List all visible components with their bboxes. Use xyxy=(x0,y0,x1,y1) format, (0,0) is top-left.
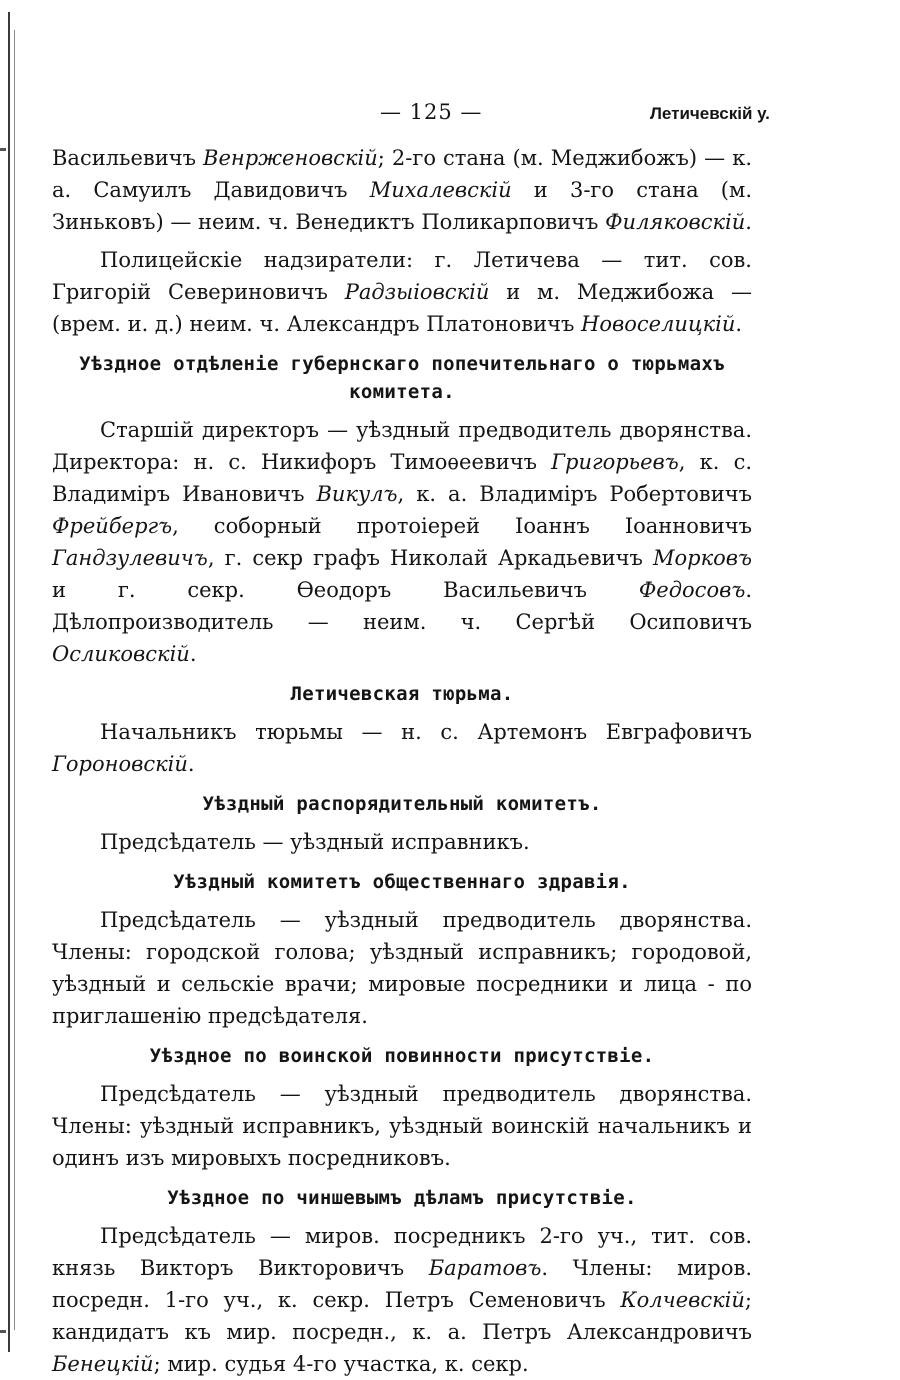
surname: Григорьевъ xyxy=(551,450,679,474)
section-heading-prison: Летичевская тюрьма. xyxy=(290,683,514,705)
surname: Федосовъ xyxy=(638,578,746,602)
section-heading-military-service: Уѣздное по воинской повинности присутствіе. xyxy=(149,1045,655,1067)
paragraph-prison-committee xyxy=(52,414,752,670)
section-heading-administrative-committee: Уѣздный распорядительный комитетъ. xyxy=(202,793,602,815)
surname: Радзыіовскій xyxy=(344,280,490,304)
page-number: — 125 — xyxy=(380,100,483,124)
text-run: Старшій директоръ — уѣздный предводитель дворянства. Директора: н. с. Никифоръ Тимоѳеевичъ xyxy=(52,418,752,474)
running-head: Летичевскій у. xyxy=(650,104,770,123)
text-run: , к. с. Владиміръ Ивановичъ xyxy=(52,450,753,506)
text-run: , к. а. Владиміръ Робертовичъ xyxy=(397,482,752,506)
text-run: . Члены: миров. посредн. 1-го уч., к. секр. Петръ Семеновичъ xyxy=(52,1256,752,1312)
paragraph-military-service: Предсѣдатель — уѣздный предводитель дворянства. Члены: уѣздный исправникъ, уѣздный воинскій начальникъ и одинъ изъ мировыхъ посредниковъ. xyxy=(52,1082,752,1170)
surname: Бенецкій xyxy=(52,1352,154,1376)
surname: Гороновскій xyxy=(52,752,188,776)
text-run: . xyxy=(735,312,743,336)
text-run: Полицейскіе надзиратели: г. Летичева — тит. сов. Григорій Севериновичъ xyxy=(52,248,752,304)
binding-rule xyxy=(8,12,10,1352)
page-body xyxy=(52,142,752,1380)
surname: Гандзулевичъ xyxy=(52,546,208,570)
surname: Колчевскій xyxy=(620,1288,745,1312)
page-header xyxy=(40,100,860,130)
text-run: . xyxy=(187,752,195,776)
paragraph-administrative-committee: Предсѣдатель — уѣздный исправникъ. xyxy=(100,830,530,854)
text-run: . xyxy=(189,642,197,666)
binding-edge xyxy=(0,0,22,1380)
paragraph-health-committee: Предсѣдатель — уѣздный предводитель дворянства. Члены: городской голова; уѣздный исправникъ; городовой, уѣздный и сельскіе врачи; мировые посредники и лица - по приглашенію предсѣдателя. xyxy=(52,908,752,1028)
paragraph-police-supervisors xyxy=(52,244,752,340)
text-run: , г. секр графъ Николай Аркадьевичъ xyxy=(207,546,653,570)
section-heading-prison-committee: Уѣздное отдѣленіе губернскаго попечительнаго о тюрьмахъ комитета. xyxy=(79,353,725,403)
text-run: Предсѣдатель — миров. посредникъ 2-го уч., тит. сов. князь Викторъ Викторовичъ xyxy=(52,1224,752,1280)
text-run: и г. секр. Ѳеодоръ Васильевичъ xyxy=(52,578,639,602)
text-run: ; кандидатъ къ мир. посредн., к. а. Петръ Александровичъ xyxy=(52,1288,752,1344)
surname: Викулъ xyxy=(316,482,398,506)
paragraph-chinsh-affairs xyxy=(52,1220,752,1380)
text-run: ; 2-го стана (м. Меджибожъ) — к. а. Самуилъ Давидовичъ xyxy=(52,146,753,202)
surname: Морковъ xyxy=(653,546,752,570)
paragraph-prison xyxy=(52,716,752,780)
binding-mark xyxy=(0,148,6,151)
text-run: Васильевичъ xyxy=(52,146,204,170)
paragraph-police-stations xyxy=(52,142,752,238)
binding-rule-inner xyxy=(14,30,15,1330)
text-run: , соборный протоіерей Іоаннъ Іоанновичъ xyxy=(172,514,752,538)
section-heading-chinsh-affairs: Уѣздное по чиншевымъ дѣламъ присутствіе. xyxy=(167,1187,637,1209)
text-run: ; мир. судья 4-го участка, к. секр. xyxy=(153,1352,529,1376)
binding-mark xyxy=(0,1330,6,1333)
surname: Осликовскій xyxy=(52,642,190,666)
text-run: и 3-го стана (м. Зиньковъ) — неим. ч. Венедиктъ Поликарповичъ xyxy=(52,178,752,234)
text-run: и м. Меджибожа — (врем. и. д.) неим. ч. Александръ Платоновичъ xyxy=(52,280,752,336)
surname: Баратовъ xyxy=(428,1256,542,1280)
text-run: . Дѣлопроизводитель — неим. ч. Сергѣй Осиповичъ xyxy=(52,578,752,634)
text-run: Начальникъ тюрьмы — н. с. Артемонъ Евграфовичъ xyxy=(100,720,752,744)
surname: Новоселицкій xyxy=(581,312,736,336)
text-run: . xyxy=(745,210,752,234)
surname: Филяковскій xyxy=(605,210,746,234)
surname: Михалевскій xyxy=(369,178,512,202)
surname: Венрженовскій xyxy=(203,146,378,170)
surname: Фрейбергъ xyxy=(52,514,173,538)
section-heading-health-committee: Уѣздный комитетъ общественнаго здравія. xyxy=(173,871,631,893)
